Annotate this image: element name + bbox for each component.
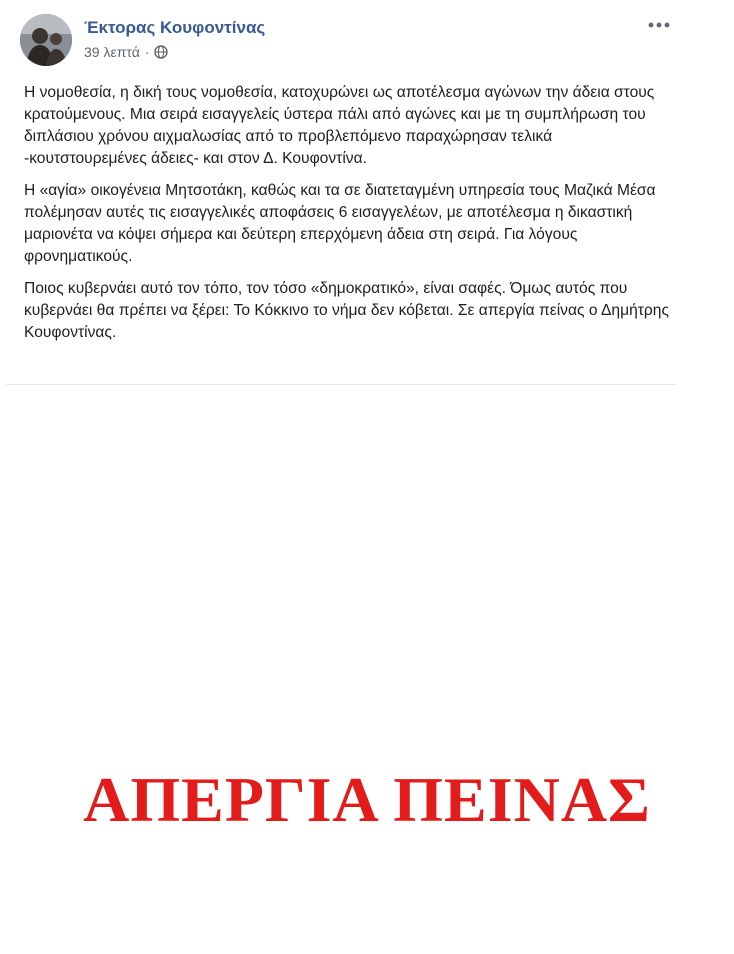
post-text <box>24 82 670 354</box>
hunger-strike-banner-text: ΑΠΕΡΓΙΑ ΠΕΙΝΑΣ <box>83 764 651 835</box>
post-paragraph: Η «αγία» οικογένεια Μητσοτάκη, καθώς και τα σε διατεταγμένη υπηρεσία τους Μαζικά Μέσα πολέμησαν αυτές τις εισαγγελικές αποφάσεις 6 εισαγγελέων, με αποτέλεσμα η δικαστική μαριονέτα να κόψει σήμερα και δεύτερη επερχόμενη άδεια στη σειρά. Για λόγους φρονηματικούς. <box>24 182 656 265</box>
more-dots-icon[interactable] <box>646 18 672 30</box>
author-name-link[interactable]: Έκτορας Κουφοντίνας <box>84 18 266 37</box>
post-paragraph: Ποιος κυβερνάει αυτό τον τόπο, τον τόσο «δημοκρατικό», είναι σαφές. Όμως αυτός που κυβερνάει θα πρέπει να ξέρει: Το Κόκκινο το νήμα δεν κόβεται. Σε απεργία πείνας ο Δημήτρης Κουφοντίνας. <box>24 280 669 341</box>
post-paragraph: Η νομοθεσία, η δική τους νομοθεσία, κατοχυρώνει ως αποτέλεσμα αγώνων την άδεια στους κρατούμενους. Μια σειρά εισαγγελείς ύστερα πάλι από αγώνες και με τη συμπλήρωση του διπλάσιου χρόνου αιχμαλωσίας από το προβλεπόμενο παραχώρησαν τελικά -κουτστουρεμένες άδειες- και στον Δ. Κουφοντίνα. <box>24 84 655 167</box>
globe-icon[interactable] <box>154 45 168 59</box>
facebook-post <box>6 0 676 385</box>
avatar-photo-icon <box>20 14 72 66</box>
post-meta <box>84 44 168 60</box>
meta-separator: · <box>144 44 150 60</box>
avatar[interactable] <box>20 14 72 66</box>
post-timestamp[interactable]: 39 λεπτά <box>84 44 140 60</box>
